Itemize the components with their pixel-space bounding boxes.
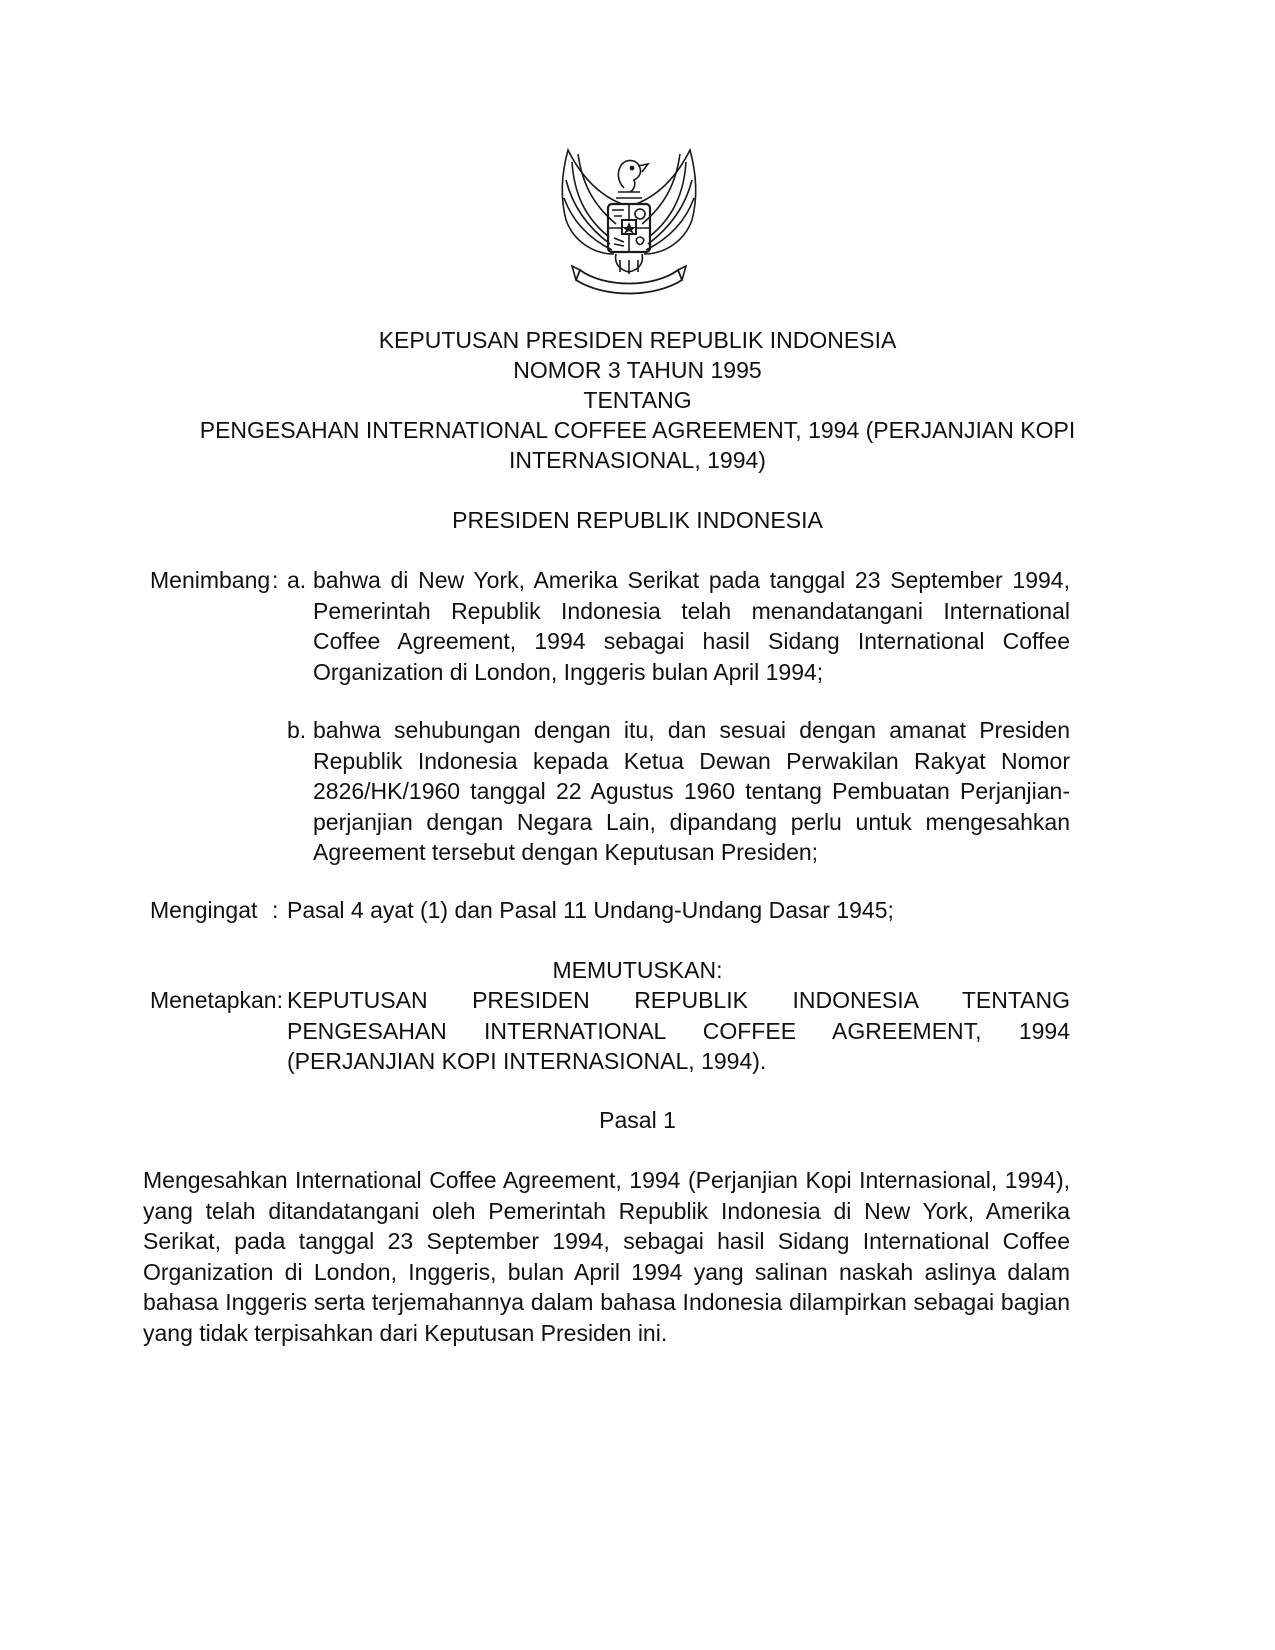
authority-heading: PRESIDEN REPUBLIK INDONESIA <box>452 507 823 533</box>
menimbang-a-text: bahwa di New York, Amerika Serikat pada tanggal 23 September 1994, Pemerintah Republik Indonesia telah menandatangani International Coffee Agreement, 1994 sebagai hasil Sidang International Coffee Organization di London, Inggeris bulan April 1994; <box>313 567 1070 685</box>
menetapkan-label: Menetapkan: <box>150 987 283 1013</box>
garuda-emblem-icon <box>554 142 704 302</box>
menetapkan-text: KEPUTUSAN PRESIDEN REPUBLIK INDONESIA TENTANG PENGESAHAN INTERNATIONAL COFFEE AGREEMENT, 1994 (PERJANJIAN KOPI INTERNASIONAL, 1994). <box>287 987 1070 1074</box>
title-line-1: KEPUTUSAN PRESIDEN REPUBLIK INDONESIA <box>378 327 897 353</box>
menimbang-b-marker: b. <box>287 717 307 743</box>
title-line-3: TENTANG <box>583 387 692 413</box>
title-line-5: INTERNASIONAL, 1994) <box>509 447 766 473</box>
title-line-4: PENGESAHAN INTERNATIONAL COFFEE AGREEMENT, 1994 (PERJANJIAN KOPI <box>199 417 1076 443</box>
mengingat-text: Pasal 4 ayat (1) dan Pasal 11 Undang-Undang Dasar 1945; <box>287 897 894 923</box>
title-line-2: NOMOR 3 TAHUN 1995 <box>513 357 762 383</box>
menimbang-label: Menimbang <box>150 567 271 593</box>
menimbang-a-marker: a. <box>287 567 307 593</box>
pasal-1-text: Mengesahkan International Coffee Agreement, 1994 (Perjanjian Kopi Internasional, 1994), yang telah ditandatangani oleh Pemerintah Republik Indonesia di New York, Amerika Serikat, pada tanggal 23 September 1994, sebagai hasil Sidang International Coffee Organization di London, Inggeris, bulan April 1994 yang salinan naskah aslinya dalam bahasa Inggeris serta terjemahannya dalam bahasa Indonesia dilampirkan sebagai bagian yang tidak terpisahkan dari Keputusan Presiden ini. <box>143 1167 1070 1346</box>
mengingat-colon: : <box>272 897 279 923</box>
mengingat-label: Mengingat <box>150 897 258 923</box>
menimbang-b-text: bahwa sehubungan dengan itu, dan sesuai dengan amanat Presiden Republik Indonesia kepada Ketua Dewan Perwakilan Rakyat Nomor 2826/HK/1960 tanggal 22 Agustus 1960 tentang Pembuatan Perjanjian-perjanjian dengan Negara Lain, dipandang perlu untuk mengesahkan Agreement tersebut dengan Keputusan Presiden; <box>313 717 1070 865</box>
memutuskan-heading: MEMUTUSKAN: <box>552 957 723 983</box>
pasal-1-heading: Pasal 1 <box>599 1107 676 1133</box>
menimbang-colon: : <box>272 567 279 593</box>
